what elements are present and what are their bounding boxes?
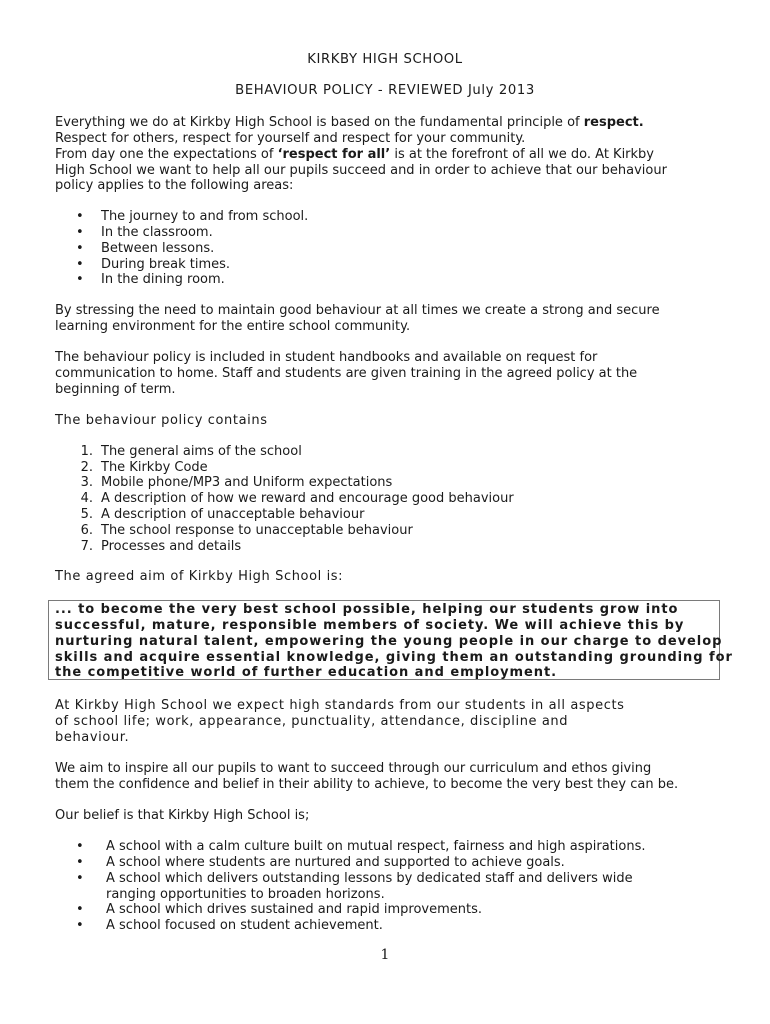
page-number: 1 xyxy=(380,947,390,963)
handbooks-line-2: communication to home. Staff and students are given training in the agreed policy at the xyxy=(55,366,638,381)
bullet-icon: • xyxy=(76,257,84,272)
list-number: 4. xyxy=(80,491,93,506)
aim-line-5: the competitive world of further education and employment. xyxy=(55,665,558,680)
standards-line-1: At Kirkby High School we expect high standards from our students in all aspects xyxy=(55,698,625,713)
intro-line-2: Respect for others, respect for yourself and respect for your community. xyxy=(55,131,526,146)
list-item: A school focused on student achievement. xyxy=(106,918,383,933)
aim-line-1: ... to become the very best school possible, helping our students grow into xyxy=(55,602,679,617)
inspire-line-1: We aim to inspire all our pupils to want to succeed through our curriculum and ethos giving xyxy=(55,761,652,776)
bullet-icon: • xyxy=(76,839,84,854)
standards-line-3: behaviour. xyxy=(55,730,130,745)
intro-line-4: High School we want to help all our pupils succeed and in order to achieve that our behaviour xyxy=(55,163,667,178)
standards-line-2: of school life; work, appearance, punctuality, attendance, discipline and xyxy=(55,714,569,729)
school-name-heading: KIRKBY HIGH SCHOOL xyxy=(307,52,463,67)
list-number: 3. xyxy=(80,475,93,490)
aim-line-4: skills and acquire essential knowledge, giving them an outstanding grounding for xyxy=(55,650,733,665)
bullet-icon: • xyxy=(76,241,84,256)
list-item: The school response to unacceptable behaviour xyxy=(101,523,413,538)
list-item: Between lessons. xyxy=(101,241,215,256)
list-item: The Kirkby Code xyxy=(101,460,208,475)
aim-heading: The agreed aim of Kirkby High School is: xyxy=(55,569,344,584)
list-item: During break times. xyxy=(101,257,231,272)
bullet-icon: • xyxy=(76,225,84,240)
stressing-line-1: By stressing the need to maintain good behaviour at all times we create a strong and secure xyxy=(55,303,660,318)
bullet-icon: • xyxy=(76,918,84,933)
list-number: 5. xyxy=(80,507,93,522)
bullet-icon: • xyxy=(76,902,84,917)
list-item: A school which drives sustained and rapid improvements. xyxy=(106,902,483,917)
respect-emphasis: respect. xyxy=(583,115,644,130)
bullet-icon: • xyxy=(76,871,84,886)
list-number: 1. xyxy=(80,444,93,459)
handbooks-line-1: The behaviour policy is included in student handbooks and available on request for xyxy=(55,350,598,365)
list-item: Mobile phone/MP3 and Uniform expectations xyxy=(101,475,393,490)
list-item: In the dining room. xyxy=(101,272,225,287)
handbooks-line-3: beginning of term. xyxy=(55,382,176,397)
intro-line-3: From day one the expectations of ‘respect for all’ is at the forefront of all we do. At Kirkby xyxy=(55,147,654,162)
list-item-continuation: ranging opportunities to broaden horizons. xyxy=(106,887,385,902)
list-item: Processes and details xyxy=(101,539,242,554)
intro-line-5: policy applies to the following areas: xyxy=(55,178,294,193)
list-number: 2. xyxy=(80,460,93,475)
aim-line-3: nurturing natural talent, empowering the young people in our charge to develop xyxy=(55,634,723,649)
contains-heading: The behaviour policy contains xyxy=(55,413,268,428)
list-number: 7. xyxy=(80,539,93,554)
respect-for-all-emphasis: ‘respect for all’ xyxy=(277,147,391,162)
list-item: A school with a calm culture built on mutual respect, fairness and high aspirations. xyxy=(106,839,646,854)
belief-intro: Our belief is that Kirkby High School is; xyxy=(55,808,310,823)
stressing-line-2: learning environment for the entire school community. xyxy=(55,319,411,334)
list-item: A school which delivers outstanding lessons by dedicated staff and delivers wide xyxy=(106,871,633,886)
bullet-icon: • xyxy=(76,209,84,224)
inspire-line-2: them the confidence and belief in their ability to achieve, to become the very best they can be. xyxy=(55,777,679,792)
list-number: 6. xyxy=(80,523,93,538)
list-item: The journey to and from school. xyxy=(101,209,309,224)
list-item: A description of unacceptable behaviour xyxy=(101,507,365,522)
bullet-icon: • xyxy=(76,855,84,870)
list-item: In the classroom. xyxy=(101,225,213,240)
policy-title-heading: BEHAVIOUR POLICY - REVIEWED July 2013 xyxy=(235,83,535,98)
aim-line-2: successful, mature, responsible members of society. We will achieve this by xyxy=(55,618,685,633)
bullet-icon: • xyxy=(76,272,84,287)
list-item: A school where students are nurtured and supported to achieve goals. xyxy=(106,855,565,870)
intro-line-1: Everything we do at Kirkby High School is based on the fundamental principle of respect. xyxy=(55,115,644,130)
list-item: The general aims of the school xyxy=(101,444,302,459)
list-item: A description of how we reward and encourage good behaviour xyxy=(101,491,514,506)
